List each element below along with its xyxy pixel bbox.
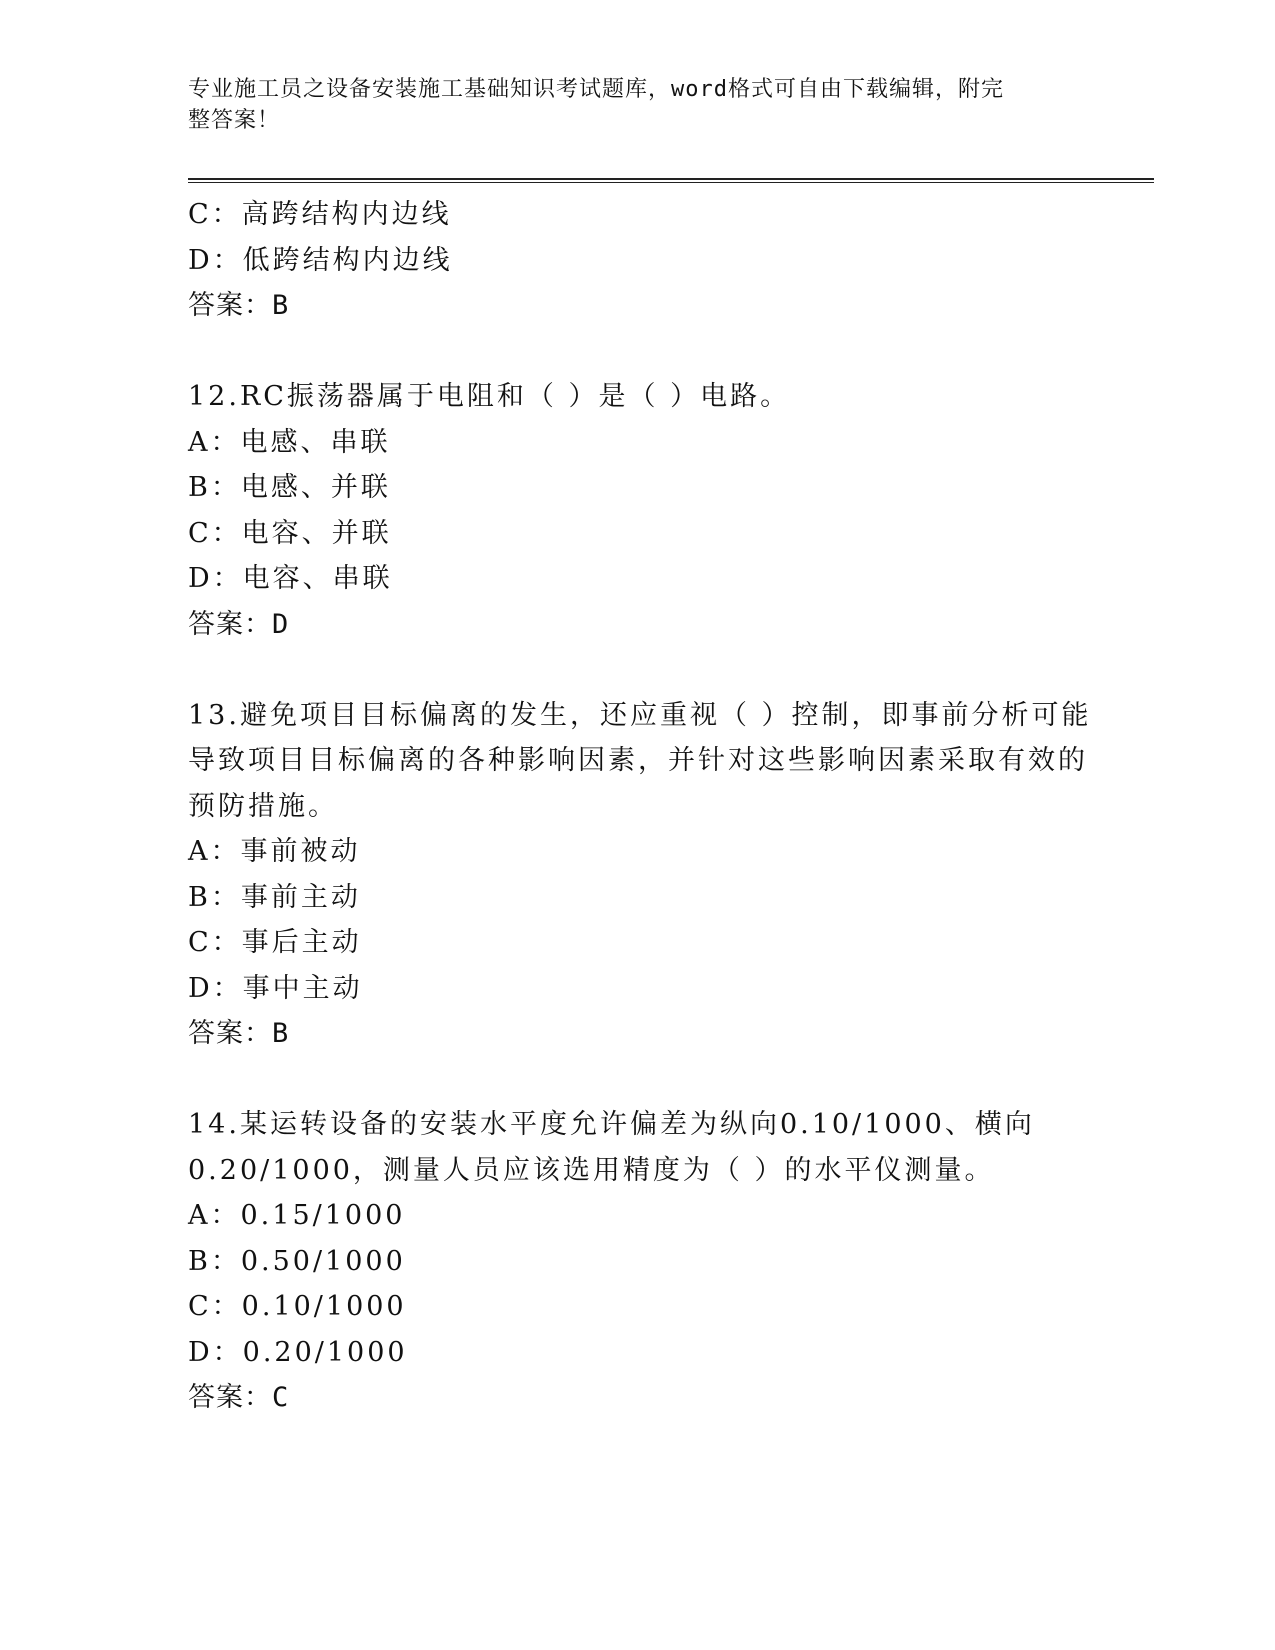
question-stem-line-1: 13.避免项目目标偏离的发生，还应重视（ ）控制，即事前分析可能 — [188, 699, 1092, 731]
question-stem-line-2: 0.20/1000，测量人员应该选用精度为（ ）的水平仪测量。 — [188, 1154, 995, 1186]
document-header — [188, 74, 1068, 136]
question-12 — [188, 374, 1088, 647]
question-13 — [188, 693, 1092, 1057]
spacer — [188, 329, 1088, 375]
header-title-line-2: 整答案！ — [188, 108, 281, 133]
option-c: C：高跨结构内边线 — [188, 199, 452, 230]
option-c: C：电容、并联 — [188, 517, 392, 549]
answer-line: 答案：C — [188, 1382, 290, 1413]
question-stem: 12.RC振荡器属于电阻和（ ）是（ ）电路。 — [188, 381, 791, 412]
option-b: B：0.50/1000 — [188, 1245, 406, 1277]
option-d: D：0.20/1000 — [188, 1336, 408, 1368]
answer-line: 答案：D — [188, 608, 290, 640]
question-partial — [188, 192, 1088, 329]
option-c: C：0.10/1000 — [188, 1291, 407, 1322]
header-title-line-1: 专业施工员之设备安装施工基础知识考试题库，word格式可自由下载编辑，附完 — [188, 77, 1004, 102]
question-stem-line-3: 预防措施。 — [188, 790, 338, 822]
option-c: C：事后主动 — [188, 927, 362, 958]
question-stem-line-2: 导致项目目标偏离的各种影响因素，并针对这些影响因素采取有效的 — [188, 745, 1088, 776]
question-14 — [188, 1102, 1088, 1421]
option-a: A：电感、串联 — [188, 426, 391, 458]
spacer — [188, 647, 1088, 693]
spacer — [188, 1057, 1088, 1103]
answer-line: 答案：B — [188, 290, 290, 321]
question-stem-line-1: 14.某运转设备的安装水平度允许偏差为纵向0.10/1000、横向 — [188, 1109, 1035, 1140]
question-list — [188, 192, 1092, 1421]
option-b: B：事前主动 — [188, 881, 361, 913]
header-divider — [188, 178, 1154, 183]
option-b: B：电感、并联 — [188, 472, 391, 503]
option-a: A：0.15/1000 — [188, 1200, 406, 1231]
option-a: A：事前被动 — [188, 836, 361, 867]
answer-line: 答案：B — [188, 1018, 290, 1049]
option-d: D：电容、串联 — [188, 563, 393, 594]
option-d: D：低跨结构内边线 — [188, 244, 453, 276]
option-d: D：事中主动 — [188, 972, 363, 1004]
